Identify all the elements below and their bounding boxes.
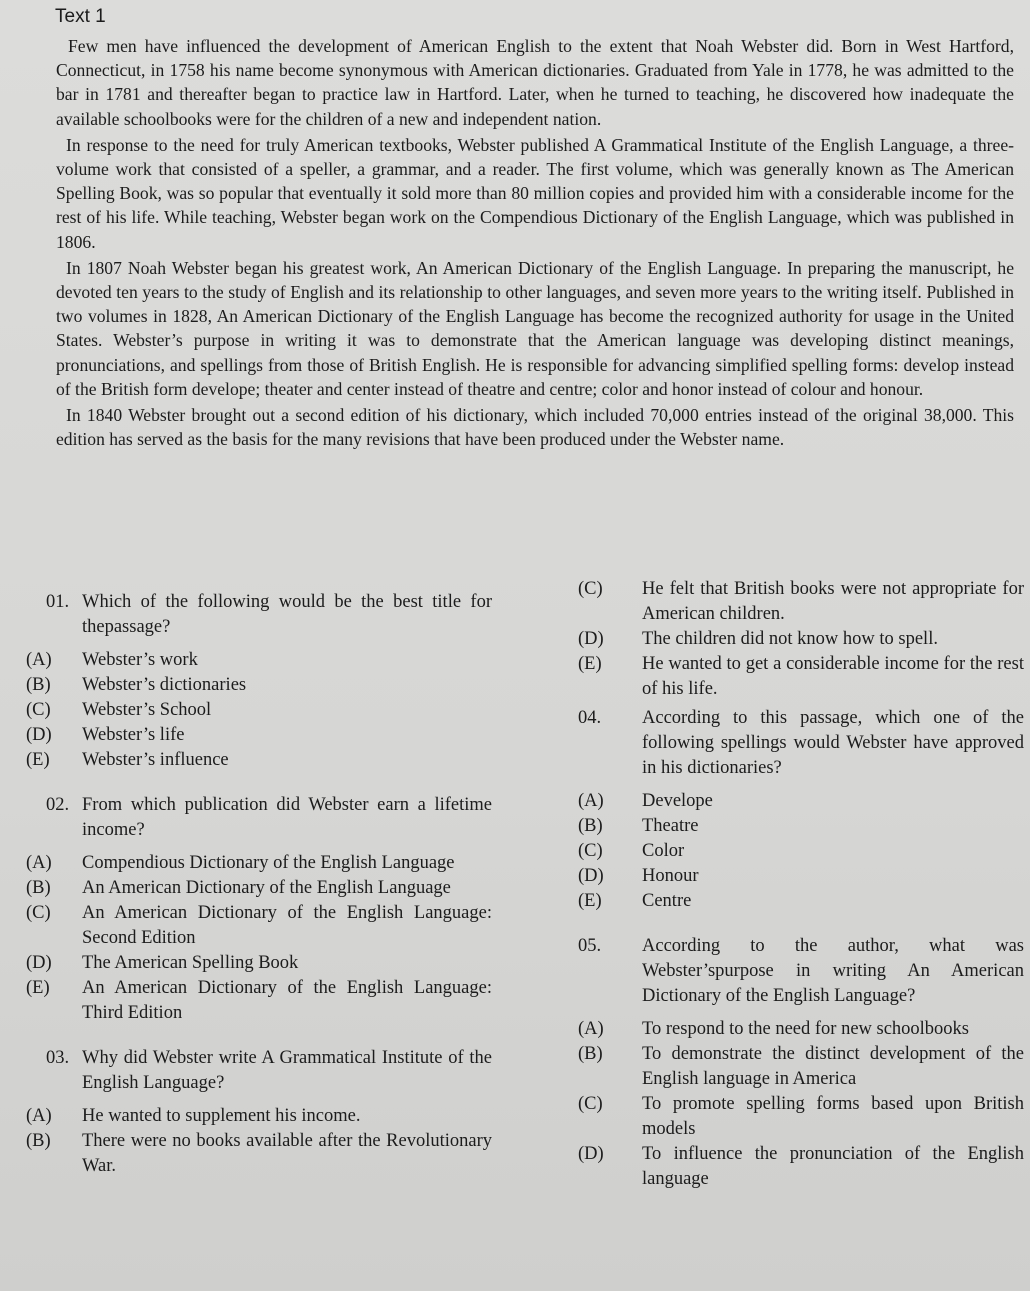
option-text: He wanted to get a considerable income for the rest of his life. bbox=[642, 654, 1024, 699]
option-text: Honour bbox=[642, 866, 699, 886]
option-text: Centre bbox=[642, 891, 692, 911]
option-letter: (B) bbox=[578, 1044, 603, 1064]
option-letter: (D) bbox=[578, 629, 604, 649]
question-stem: According to this passage, which one of the following spellings would Webster have approved in his dictionaries? bbox=[642, 708, 1024, 778]
answer-option[interactable] bbox=[578, 627, 1024, 652]
answer-option[interactable] bbox=[22, 723, 492, 748]
option-letter: (B) bbox=[578, 816, 603, 836]
option-text: He felt that British books were not appropriate for American children. bbox=[642, 579, 1024, 624]
questions-right-column bbox=[578, 577, 1024, 1192]
answer-option[interactable] bbox=[578, 814, 1024, 839]
answer-option[interactable] bbox=[578, 577, 1024, 627]
answer-option[interactable] bbox=[22, 748, 492, 773]
option-text: There were no books available after the Revolutionary War. bbox=[82, 1131, 492, 1176]
option-letter: (A) bbox=[26, 853, 52, 873]
answer-option[interactable] bbox=[22, 1129, 492, 1179]
answer-option[interactable] bbox=[578, 889, 1024, 914]
answer-option[interactable] bbox=[578, 1042, 1024, 1092]
option-text: Webster’s work bbox=[82, 650, 198, 670]
answer-option[interactable] bbox=[22, 951, 492, 976]
option-letter: (C) bbox=[578, 841, 603, 861]
answer-option[interactable] bbox=[578, 789, 1024, 814]
question-02 bbox=[22, 793, 492, 1026]
option-letter: (B) bbox=[26, 1131, 51, 1151]
option-letter: (A) bbox=[578, 1019, 604, 1039]
spacer bbox=[578, 914, 1024, 934]
option-letter: (C) bbox=[26, 903, 51, 923]
option-letter: (A) bbox=[26, 650, 52, 670]
option-letter: (C) bbox=[26, 700, 51, 720]
question-01 bbox=[22, 590, 492, 773]
answer-option[interactable] bbox=[22, 673, 492, 698]
option-text: Webster’s School bbox=[82, 700, 212, 720]
question-number: 02. bbox=[46, 795, 70, 815]
option-text: An American Dictionary of the English Language bbox=[82, 878, 451, 898]
question-stem: Why did Webster write A Grammatical Institute of the English Language? bbox=[82, 1048, 492, 1093]
option-text: An American Dictionary of the English Language: Second Edition bbox=[82, 903, 492, 948]
option-text: Compendious Dictionary of the English Language bbox=[82, 853, 455, 873]
option-letter: (B) bbox=[26, 878, 51, 898]
option-text: To respond to the need for new schoolbooks bbox=[642, 1019, 970, 1039]
answer-option[interactable] bbox=[578, 652, 1024, 702]
passage-paragraph: Few men have influenced the development of American English to the extent that Noah Webster did. Born in West Hartford, Connecticut, in 1758 his name become synonymous with American dictionaries. Graduated from Yale in 1778, he was admitted to the bar in 1781 and thereafter began to practice law in Hartford. Later, when he turned to teaching, he discovered how inadequate the available schoolbooks were for the children of a new and independent nation. bbox=[56, 36, 1014, 129]
option-letter: (E) bbox=[578, 891, 602, 911]
question-number: 05. bbox=[578, 936, 602, 956]
option-text: Color bbox=[642, 841, 685, 861]
passage-paragraph: In response to the need for truly American textbooks, Webster published A Grammatical Institute of the English Language, a three-volume work that consisted of a speller, a grammar, and a reader. The first volume, which was generally known as The American Spelling Book, was so popular that eventually it sold more than 80 million copies and provided him with a considerable income for the rest of his life. While teaching, Webster began work on the Compendious Dictionary of the English Language, which was published in 1806. bbox=[56, 134, 1014, 252]
option-text: To promote spelling forms based upon British models bbox=[642, 1094, 1024, 1139]
answer-option[interactable] bbox=[22, 851, 492, 876]
answer-option[interactable] bbox=[22, 1104, 492, 1129]
question-03 bbox=[22, 1046, 492, 1179]
option-text: Webster’s dictionaries bbox=[82, 675, 247, 695]
question-number: 03. bbox=[46, 1048, 70, 1068]
option-text: An American Dictionary of the English Language: Third Edition bbox=[82, 978, 492, 1023]
passage-paragraph: In 1807 Noah Webster began his greatest work, An American Dictionary of the English Language. In preparing the manuscript, he devoted ten years to the study of English and its relationship to other languages, and seven more years to the writing itself. Published in two volumes in 1828, An American Dictionary of the English Language has become the recognized authority for usage in the United States. Webster’s purpose in writing it was to demonstrate that the American language was developing distinct meanings, pronunciations, and spellings from those of British English. He is responsible for advancing simplified spelling forms: develop instead of the British form develope; theater and center instead of theatre and centre; color and honor instead of colour and honour. bbox=[56, 257, 1014, 399]
question-05 bbox=[578, 934, 1024, 1192]
reading-passage bbox=[56, 34, 1014, 453]
option-text: Develope bbox=[642, 791, 713, 811]
answer-option[interactable] bbox=[578, 1142, 1024, 1192]
option-letter: (A) bbox=[578, 791, 604, 811]
question-stem: Which of the following would be the best title for thepassage? bbox=[82, 592, 492, 637]
answer-option[interactable] bbox=[22, 698, 492, 723]
answer-option[interactable] bbox=[22, 648, 492, 673]
option-text: Webster’s life bbox=[82, 725, 185, 745]
question-stem: According to the author, what was Webster’spurpose in writing An American Dictionary of the English Language? bbox=[642, 936, 1024, 1006]
option-text: Webster’s influence bbox=[82, 750, 229, 770]
option-letter: (A) bbox=[26, 1106, 52, 1126]
spacer bbox=[22, 1026, 492, 1046]
answer-option[interactable] bbox=[22, 976, 492, 1026]
option-letter: (E) bbox=[26, 750, 50, 770]
answer-option[interactable] bbox=[578, 839, 1024, 864]
option-letter: (D) bbox=[578, 866, 604, 886]
text-heading: Text 1 bbox=[55, 6, 106, 27]
option-letter: (E) bbox=[578, 654, 602, 674]
question-04 bbox=[578, 706, 1024, 914]
option-letter: (D) bbox=[26, 725, 52, 745]
question-number: 01. bbox=[46, 592, 70, 612]
question-03-continued bbox=[578, 577, 1024, 702]
question-number: 04. bbox=[578, 708, 602, 728]
questions-left-column bbox=[22, 590, 492, 1179]
answer-option[interactable] bbox=[22, 901, 492, 951]
option-letter: (C) bbox=[578, 1094, 603, 1114]
question-stem: From which publication did Webster earn a lifetime income? bbox=[82, 795, 492, 840]
option-text: To influence the pronunciation of the English language bbox=[642, 1144, 1024, 1189]
option-text: He wanted to supplement his income. bbox=[82, 1106, 361, 1126]
answer-option[interactable] bbox=[578, 1092, 1024, 1142]
option-letter: (B) bbox=[26, 675, 51, 695]
option-text: Theatre bbox=[642, 816, 699, 836]
answer-option[interactable] bbox=[22, 876, 492, 901]
option-text: The children did not know how to spell. bbox=[642, 629, 938, 649]
option-letter: (D) bbox=[26, 953, 52, 973]
spacer bbox=[22, 773, 492, 793]
option-text: The American Spelling Book bbox=[82, 953, 299, 973]
answer-option[interactable] bbox=[578, 1017, 1024, 1042]
option-text: To demonstrate the distinct development of the English language in America bbox=[642, 1044, 1024, 1089]
passage-paragraph: In 1840 Webster brought out a second edition of his dictionary, which included 70,000 entries instead of the original 38,000. This edition has served as the basis for the many revisions that have been produced under the Webster name. bbox=[56, 405, 1014, 450]
answer-option[interactable] bbox=[578, 864, 1024, 889]
option-letter: (E) bbox=[26, 978, 50, 998]
option-letter: (C) bbox=[578, 579, 603, 599]
option-letter: (D) bbox=[578, 1144, 604, 1164]
